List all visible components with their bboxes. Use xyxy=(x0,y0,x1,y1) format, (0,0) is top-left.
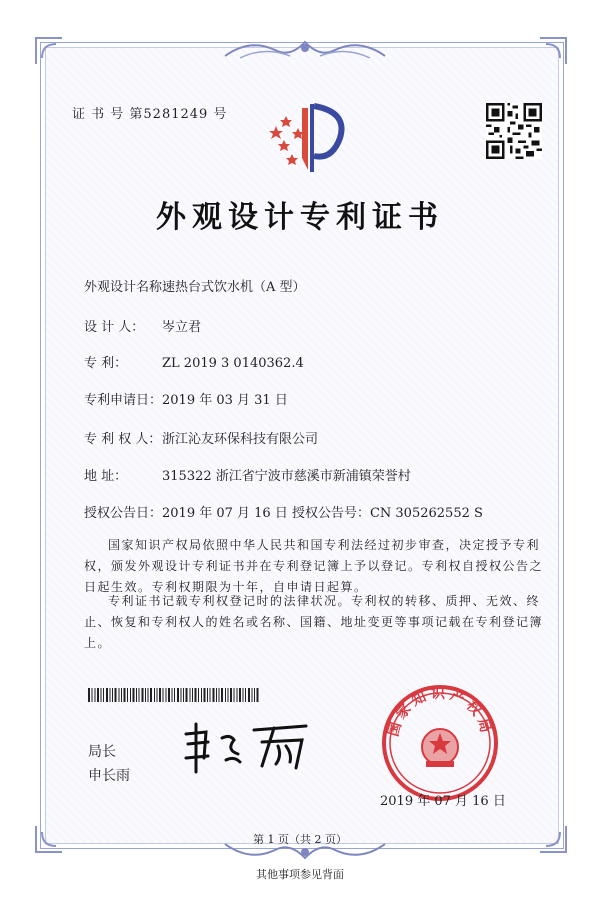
field-value: ZL 2019 3 0140362.4 xyxy=(162,356,304,371)
field-value: 浙江沁友环保科技有限公司 xyxy=(162,432,319,447)
field-value: 2019 年 07 月 16 日 授权公告号：CN 305262552 S xyxy=(162,506,483,521)
notes-paragraph-2: 专利证书记载专利权登记时的法律状况。专利权的转移、质押、无效、终止、恢复和专利权人的姓名或名称、国籍、地址变更等事项记载在专利登记簿上。 xyxy=(84,594,544,650)
seal-date: 2019 年 07 月 16 日 xyxy=(380,794,506,809)
field-label: 专 利： xyxy=(84,356,128,371)
seal-text: 国家知识产权局 xyxy=(385,686,495,739)
field-label: 专利申请日： xyxy=(84,393,163,408)
patent-office-logo xyxy=(262,98,352,178)
field-grant-date xyxy=(84,502,483,521)
field-label: 外观设计名称： xyxy=(84,280,176,295)
field-value: 速热台式饮水机（A 型） xyxy=(162,280,306,295)
field-application-date xyxy=(84,389,288,408)
field-label: 地 址： xyxy=(84,469,128,484)
field-label: 设 计 人： xyxy=(84,320,145,335)
notes-paragraph-1: 国家知识产权局依照中华人民共和国专利法经过初步审查，决定授予专利权，颁发外观设计专利证书并在专利登记簿上予以登记。专利权自授权公告之日起生效。专利权期限为十年，自申请日起算。 xyxy=(84,538,544,594)
signature xyxy=(178,716,318,776)
field-patentee xyxy=(84,428,318,447)
officer-name: 申长雨 xyxy=(88,768,130,784)
footer-note: 其他事项参见背面 xyxy=(256,868,344,881)
field-design-name xyxy=(84,276,306,295)
corner-ornament xyxy=(538,36,568,66)
field-value: 315322 浙江省宁波市慈溪市新浦镇荣誉村 xyxy=(162,469,411,484)
certificate-title: 外观设计专利证书 xyxy=(156,200,444,235)
page-number: 第 1 页（共 2 页） xyxy=(253,833,347,846)
top-ornament xyxy=(220,36,390,62)
corner-ornament xyxy=(34,36,64,66)
field-label: 授权公告日： xyxy=(84,506,163,521)
certificate-number: 证 书 号 第5281249 号 xyxy=(72,107,228,122)
official-seal xyxy=(380,683,500,803)
field-value: 岑立君 xyxy=(162,320,202,335)
field-designer xyxy=(84,316,201,335)
field-value: 2019 年 03 月 31 日 xyxy=(162,393,288,408)
field-address xyxy=(84,465,411,484)
qr-code xyxy=(486,103,542,159)
field-patent-number xyxy=(84,352,304,371)
barcode xyxy=(88,688,260,702)
field-label: 专 利 权 人： xyxy=(84,432,162,447)
officer-title: 局长 xyxy=(88,744,116,760)
